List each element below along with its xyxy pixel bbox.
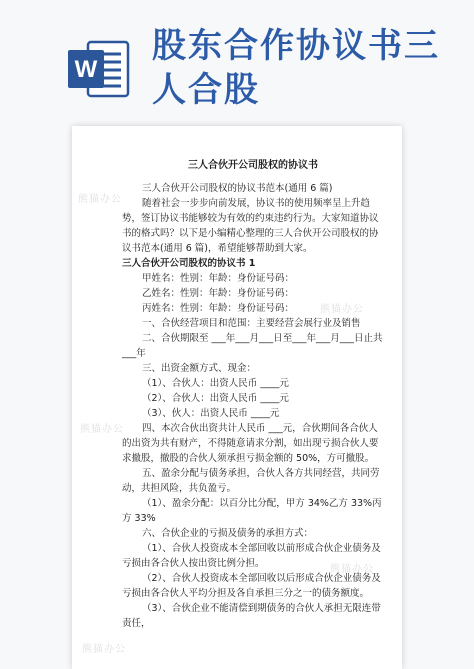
document-paragraph: 随着社会一步步向前发展，协议书的使用频率呈上升趋势，签订协议书能够较为有效的约束违约行为。大家知道协议书的格式吗？以下是小编精心整理的三人合伙开公司股权的协议书范本(通用 6 篇)，希望能够帮助到大家。 bbox=[122, 198, 379, 254]
document-paragraph: 三人合伙开公司股权的协议书范本(通用 6 篇) bbox=[142, 183, 333, 194]
watermark: 熊猫办公 bbox=[320, 304, 364, 315]
banner-title: 股东合作协议书三人合股 bbox=[152, 26, 440, 110]
document-paragraphs bbox=[122, 181, 384, 631]
word-logo-letter: W bbox=[74, 56, 98, 83]
document-paragraph: （3）、伙人：出资人民币 ____元 bbox=[142, 408, 280, 419]
document-paragraph: （1）、合伙人：出资人民币 ____元 bbox=[142, 378, 289, 389]
document-paragraph: （2）、合伙人投资成本全部回收以后形成合伙企业债务及亏损由各合伙人平均分担及各自承担三分之一的债务额度。 bbox=[122, 573, 381, 599]
document-body bbox=[122, 158, 384, 631]
watermark: 熊猫办公 bbox=[78, 194, 122, 205]
document-paragraph: （1）、盈余分配：以百分比分配，甲方 34%乙方 33%丙方 33% bbox=[122, 498, 382, 524]
document-paragraph: 五、盈余分配与债务承担，合伙人各方共同经营，共同劳动，共担风险，共负盈亏。 bbox=[122, 468, 380, 494]
document-paragraph: （2）、合伙人：出资人民币 ____元 bbox=[142, 393, 289, 404]
watermark: 熊猫办公 bbox=[80, 424, 124, 435]
document-paragraph: 三、出资金额方式、现金： bbox=[142, 363, 257, 374]
watermark: 熊猫办公 bbox=[330, 564, 374, 575]
document-paragraph: （1）、合伙人投资成本全部回收以前形成合伙企业债务及亏损由各合伙人按出资比例分担。 bbox=[122, 543, 381, 569]
document-paragraph: 二、合伙期限至 ___年___月___日至___年___月___日止共___年 bbox=[122, 333, 383, 359]
document-paragraph: 乙姓名：性别：年龄：身份证号码： bbox=[142, 288, 295, 299]
watermark: 熊猫办公 bbox=[82, 644, 126, 655]
document-paragraph: 三人合伙开公司股权的协议书 1 bbox=[122, 258, 256, 269]
document-paragraph: 甲姓名：性别：年龄：身份证号码： bbox=[142, 273, 295, 284]
document-paragraph: 一、合伙经营项目和范围：主要经营会展行业及销售 bbox=[142, 318, 361, 329]
document-paragraph: （3）、合伙企业不能清偿到期债务的合伙人承担无限连带责任， bbox=[122, 603, 381, 629]
document-paragraph: 六、合伙企业的亏损及债务的承担方式： bbox=[142, 528, 314, 539]
document-title: 三人合伙开公司股权的协议书 bbox=[188, 160, 318, 171]
word-logo-icon bbox=[66, 36, 132, 102]
document-paragraph: 丙姓名：性别：年龄：身份证号码： bbox=[142, 303, 295, 314]
document-paragraph: 四、本次合伙出资共计人民币 ___元，合伙期间各合伙人的出资为共有财产，不得随意请求分割，如出现亏损合伙人要求撤股，撤股的合伙人须承担亏损金额的 50%，方可撤股。 bbox=[122, 423, 379, 464]
